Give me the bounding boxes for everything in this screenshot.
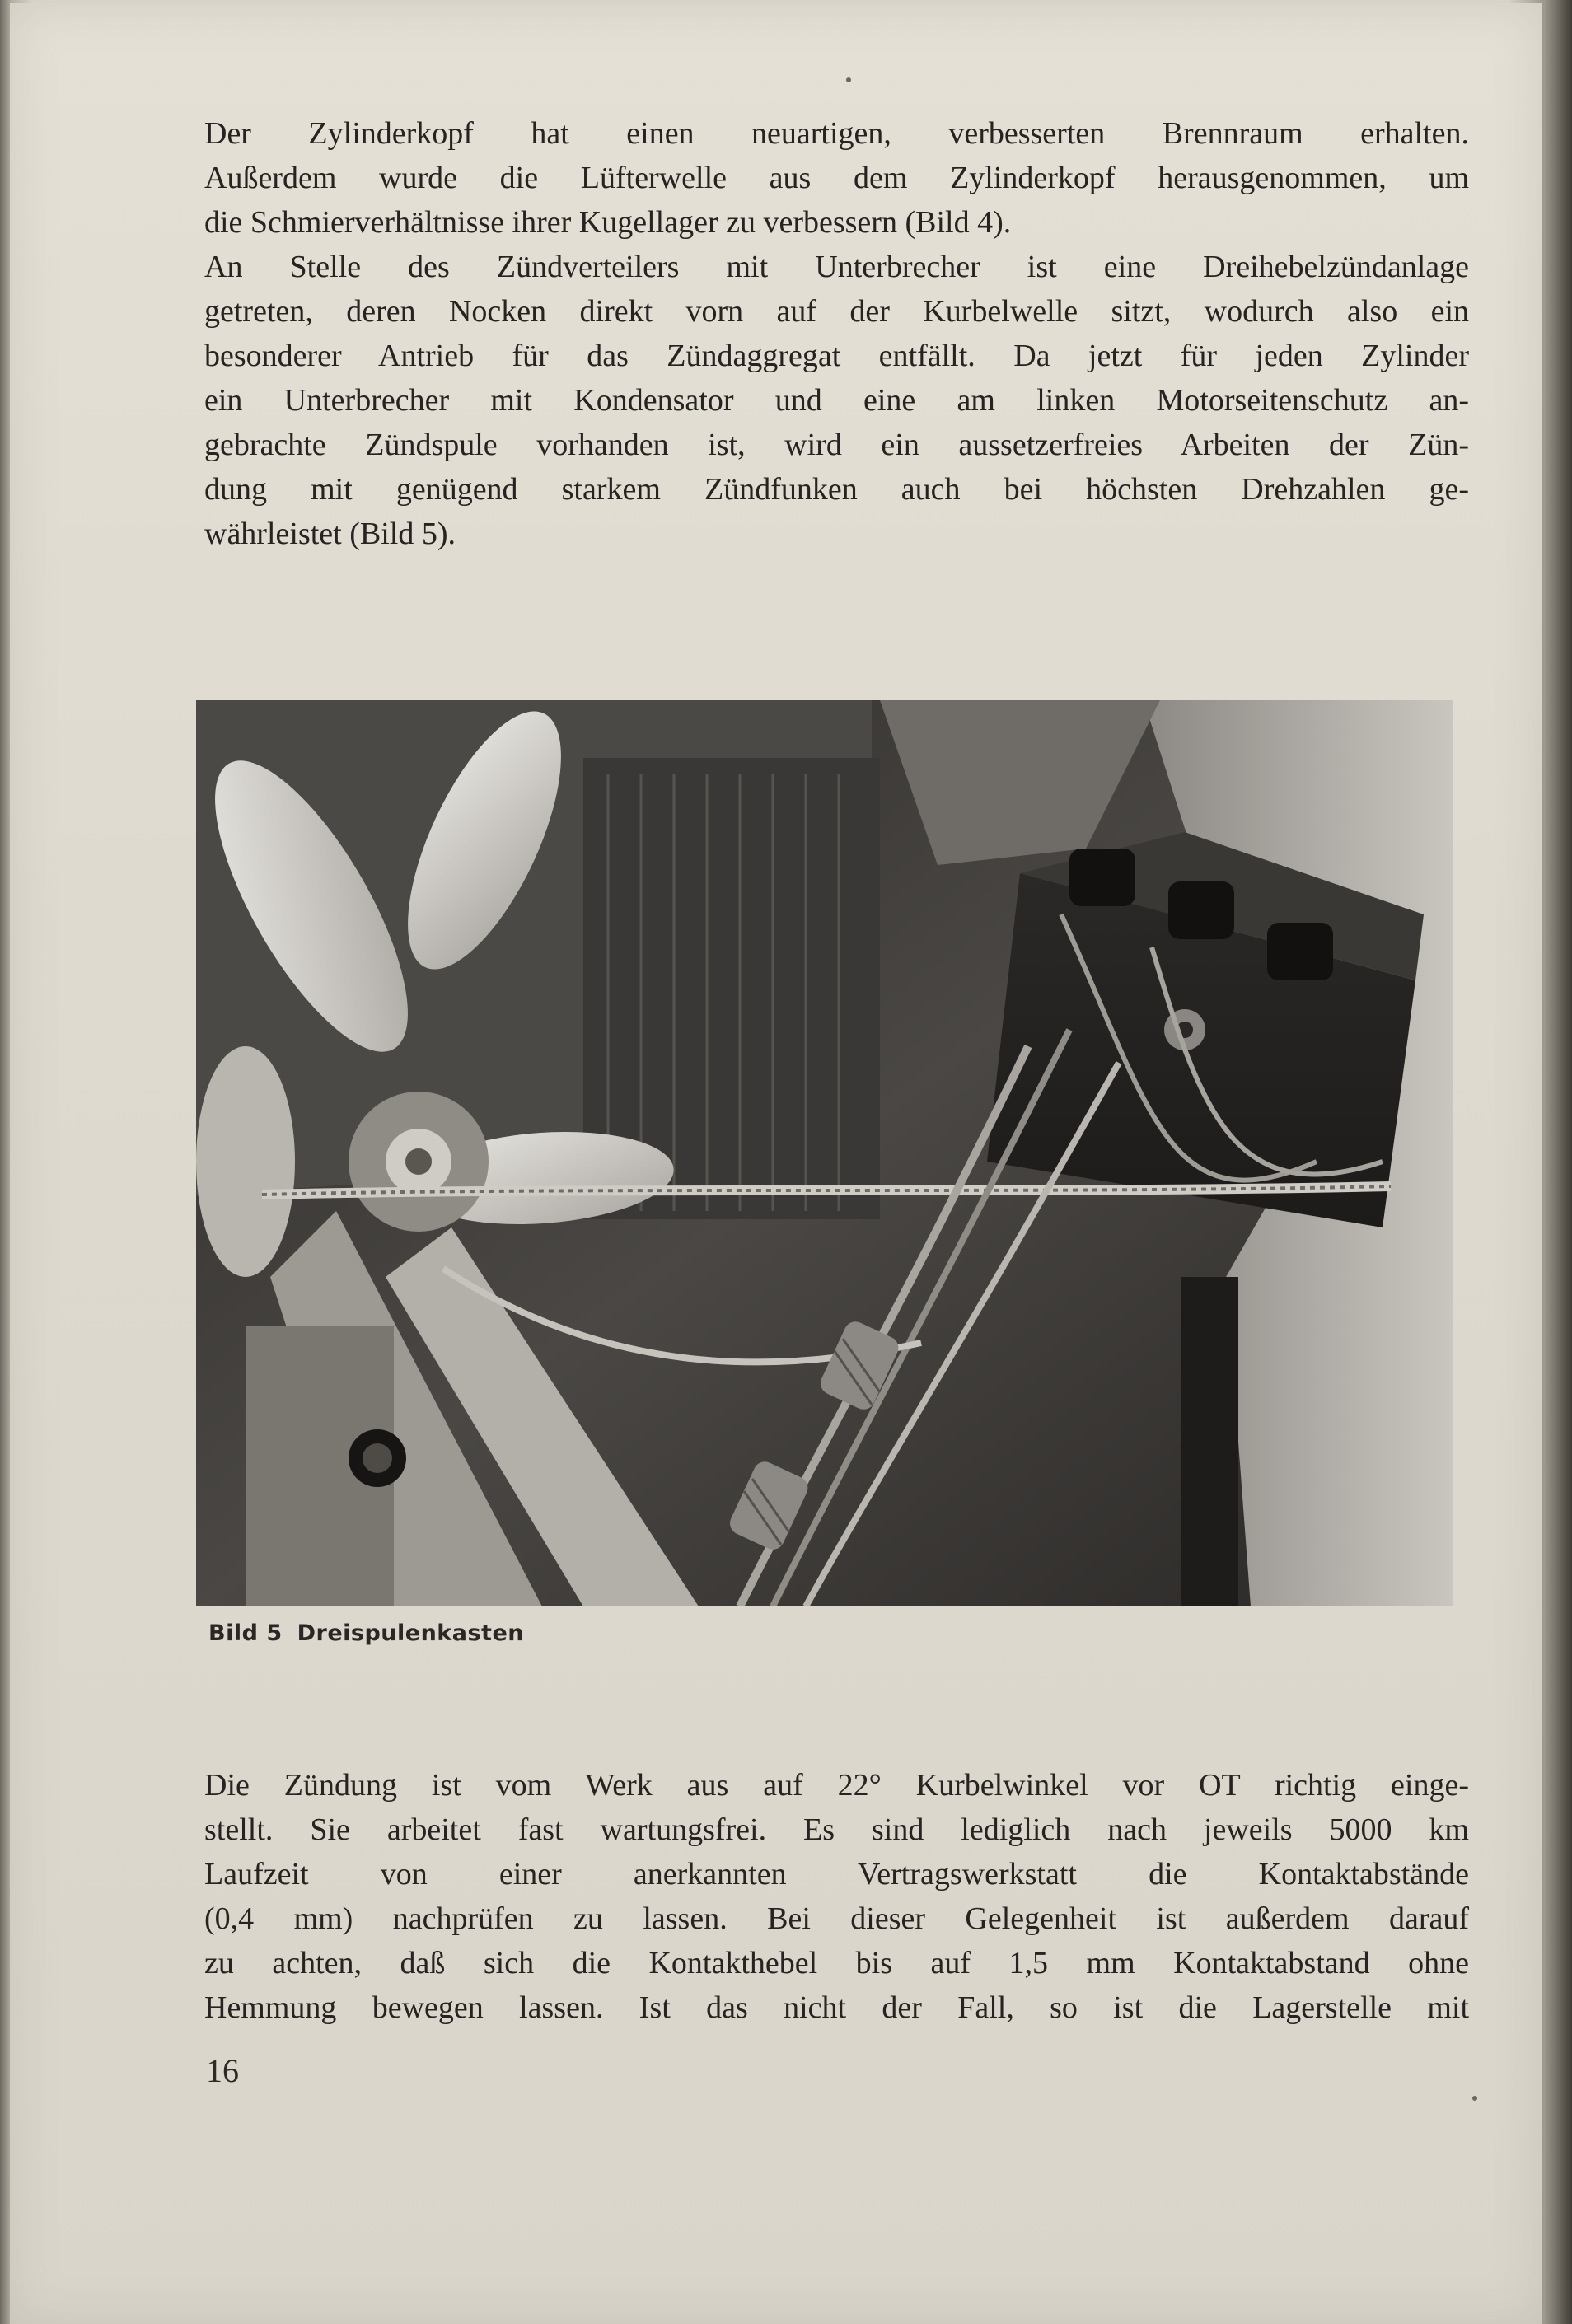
engine-photo [196, 700, 1453, 1606]
text-line: Die Zündung ist vom Werk aus auf 22° Kurbelwinkel vor OT richtig einge- [204, 1768, 1469, 1803]
text-line: dung mit genügend starkem Zündfunken auch bei höchsten Drehzahlen ge- [204, 472, 1469, 507]
text-line: Laufzeit von einer anerkannten Vertragswerkstatt die Kontaktabstände [204, 1857, 1469, 1891]
text-line: An Stelle des Zündverteilers mit Unterbrecher ist eine Dreihebelzündanlage [204, 250, 1469, 284]
text-line: Hemmung bewegen lassen. Ist das nicht der Fall, so ist die Lagerstelle mit [204, 1990, 1469, 2025]
text-line: zu achten, daß sich die Kontakthebel bis auf 1,5 mm Kontaktabstand ohne [204, 1946, 1469, 1980]
paragraph-ignition-timing [204, 1763, 1469, 2030]
paragraph-ignition-intro [204, 111, 1469, 556]
figure-caption [208, 1620, 539, 1646]
page-number: 16 [206, 2052, 239, 2089]
paper-speck [1472, 2096, 1477, 2101]
text-line: getreten, deren Nocken direkt vorn auf der Kurbelwelle sitzt, wodurch also ein [204, 294, 1469, 329]
text-line: Außerdem wurde die Lüfterwelle aus dem Zylinderkopf herausgenommen, um [204, 161, 1469, 195]
text-line: die Schmierverhältnisse ihrer Kugellager zu verbessern (Bild 4). [204, 205, 1012, 240]
text-line: Der Zylinderkopf hat einen neuartigen, verbesserten Brennraum erhalten. [204, 116, 1469, 151]
text-line: gebrachte Zündspule vorhanden ist, wird ein aussetzerfreies Arbeiten der Zün- [204, 428, 1469, 462]
figure-caption-label: Bild 5 [208, 1620, 283, 1646]
text-line: stellt. Sie arbeitet fast wartungsfrei. Es sind lediglich nach jeweils 5000 km [204, 1812, 1469, 1847]
text-line: besonderer Antrieb für das Zündaggregat entfällt. Da jetzt für jeden Zylinder [204, 339, 1469, 373]
text-line: ein Unterbrecher mit Kondensator und eine am linken Motorseitenschutz an- [204, 383, 1469, 418]
text-line: währleistet (Bild 5). [204, 517, 456, 551]
engine-photo-figure [196, 700, 1453, 1606]
text-line: (0,4 mm) nachprüfen zu lassen. Bei dieser Gelegenheit ist außerdem darauf [204, 1901, 1469, 1936]
figure-caption-title: Dreispulenkasten [297, 1620, 524, 1646]
paper-speck [846, 77, 851, 82]
